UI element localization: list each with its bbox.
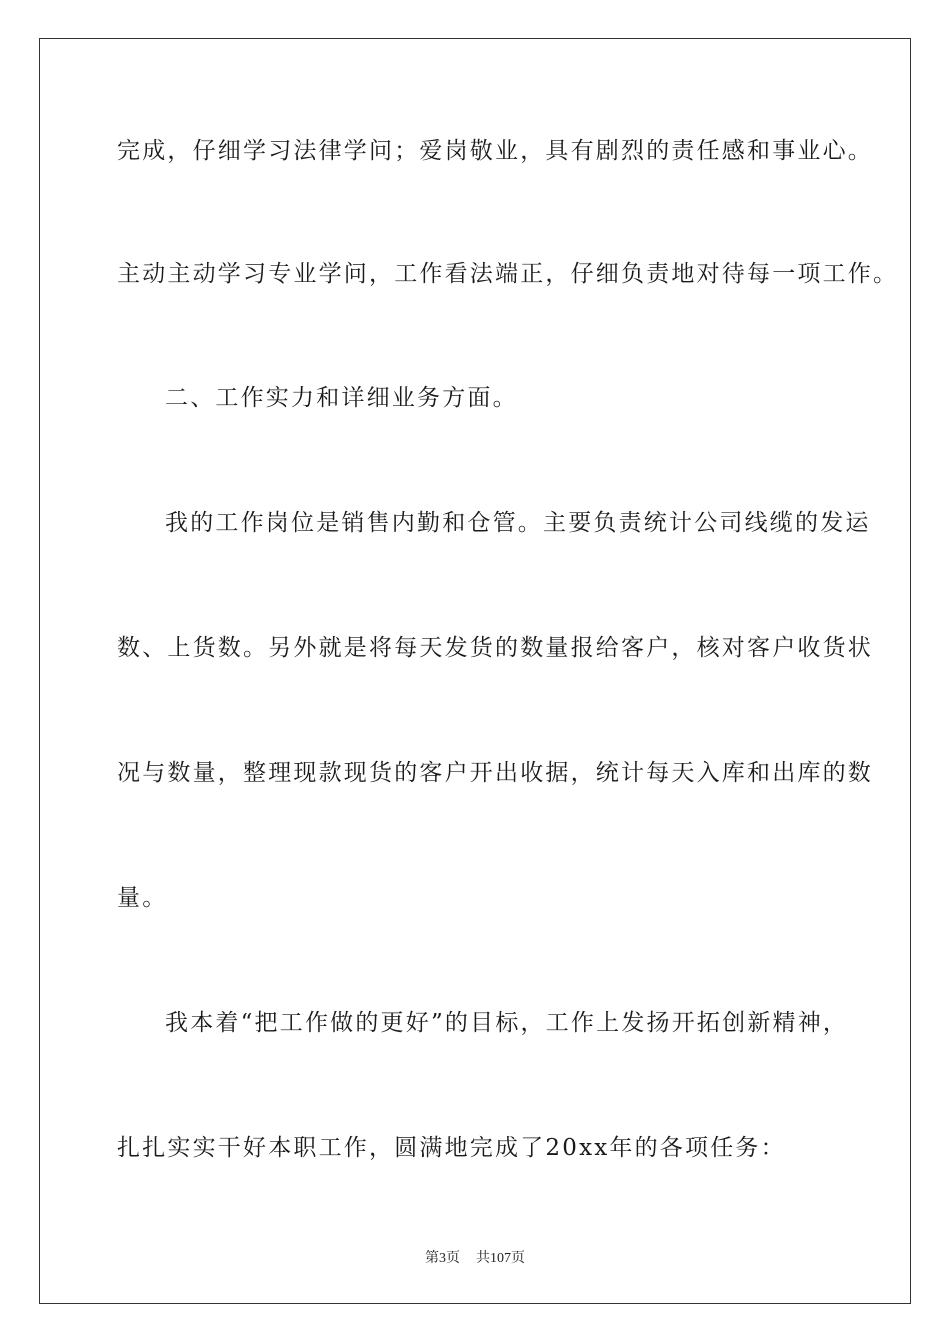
page-frame	[39, 38, 911, 1304]
page-number: 第3页	[425, 1251, 460, 1266]
text-line-7: 量。	[117, 885, 168, 911]
section-heading: 二、工作实力和详细业务方面。	[165, 385, 518, 411]
text-line-1: 完成，仔细学习法律学问；爱岗敬业，具有剧烈的责任感和事业心。	[117, 138, 873, 164]
text-line-6: 况与数量，整理现款现货的客户开出收据，统计每天入库和出库的数	[117, 760, 873, 786]
text-line-5: 数、上货数。另外就是将每天发货的数量报给客户，核对客户收货状	[117, 635, 873, 661]
text-line-8: 我本着“把工作做的更好”的目标，工作上发扬开拓创新精神，	[165, 1010, 849, 1036]
text-line-2: 主动主动学习专业学问，工作看法端正，仔细负责地对待每一项工作。	[117, 261, 899, 287]
text-line-4: 我的工作岗位是销售内勤和仓管。主要负责统计公司线缆的发运	[165, 510, 871, 536]
text-line-9: 扎扎实实干好本职工作，圆满地完成了20xx年的各项任务：	[117, 1135, 786, 1161]
total-pages: 共107页	[476, 1251, 525, 1266]
page-footer	[0, 1247, 950, 1267]
